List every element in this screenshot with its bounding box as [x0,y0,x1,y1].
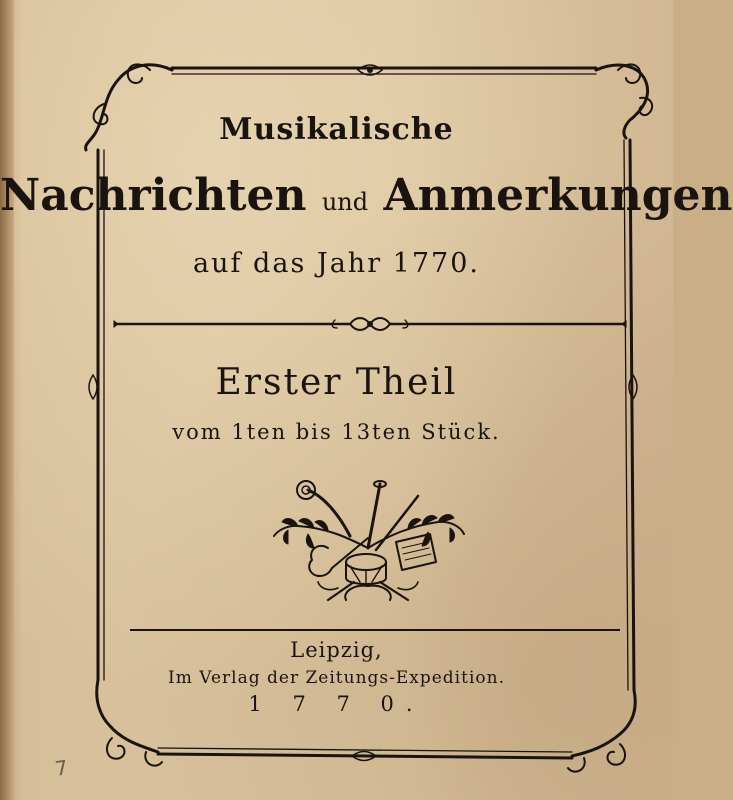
imprint-place: Leipzig, [290,638,383,662]
title-line-1: Musikalische [219,112,454,147]
title-word-nachrichten: Nachrichten [0,170,307,221]
title-word-und: und [321,188,369,216]
musical-instruments-trophy-icon [268,478,468,603]
pencil-mark: 7 [53,755,70,781]
part-title: Erster Theil [215,362,458,403]
imprint-year: 1 7 7 0. [248,692,425,716]
title-line-3: auf das Jahr 1770. [193,248,480,279]
part-subtitle: vom 1ten bis 13ten Stück. [172,420,501,444]
title-word-anmerkungen: Anmerkungen [383,170,733,221]
title-line-2 [0,170,733,221]
imprint-publisher: Im Verlag der Zeitungs-Expedition. [168,668,505,688]
